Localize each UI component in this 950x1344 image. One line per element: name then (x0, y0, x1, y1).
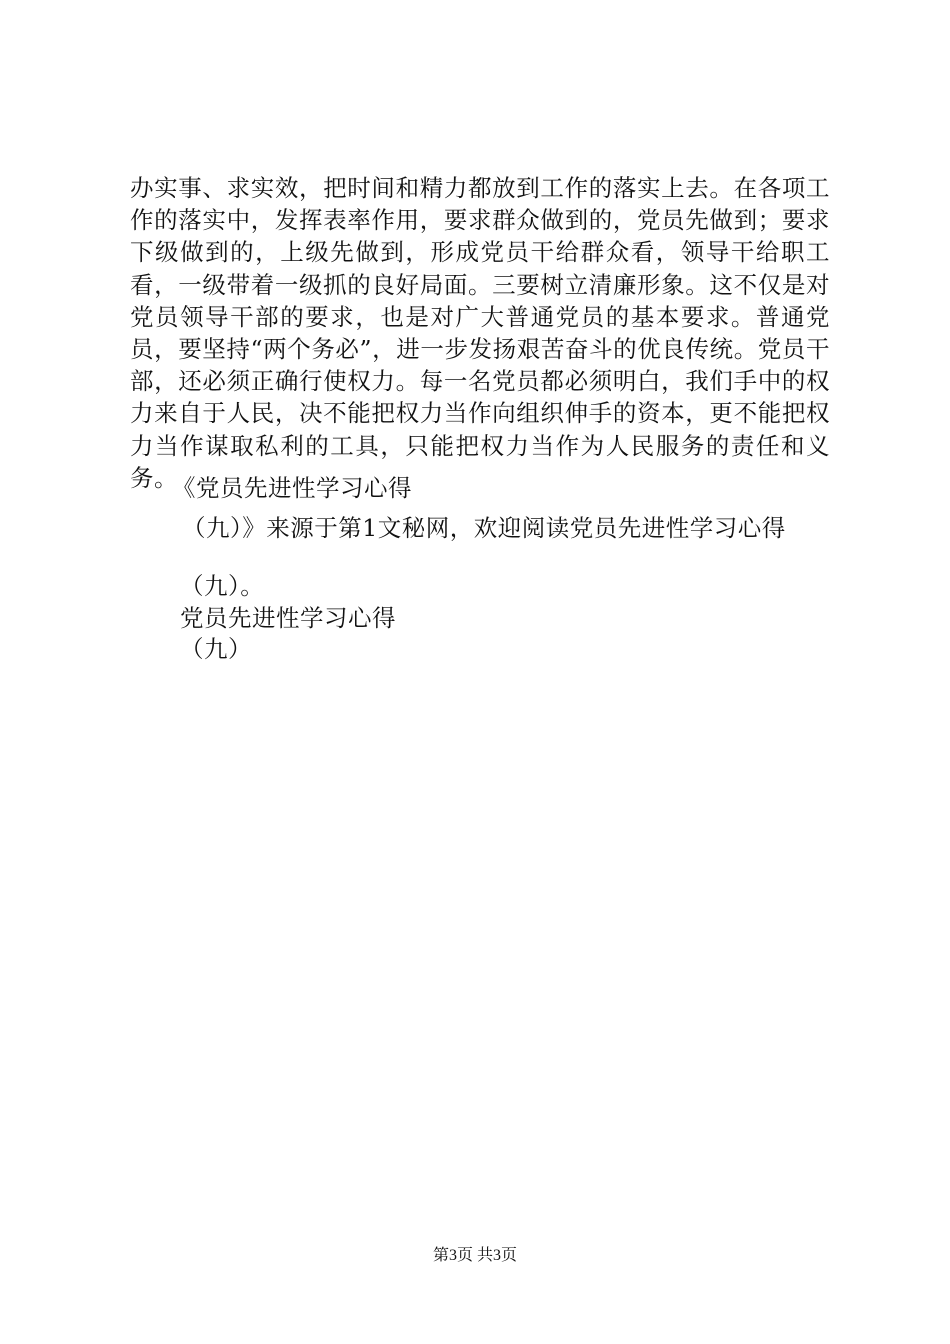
title-line-2: （九） (180, 635, 252, 663)
source-line-3: （九）。 (180, 572, 265, 600)
page-footer: 第3页 共3页 (432, 1247, 517, 1264)
source-line-2: （九）》来源于第1文秘网，欢迎阅读党员先进性学习心得 (182, 514, 786, 542)
body-paragraph: 办实事、求实效，把时间和精力都放到工作的落实上去。在各项工作的落实中，发挥表率作用，要求群众做到的，党员先做到；要求下级做到的，上级先做到，形成党员干给群众看，领导干给职工看，一级带着一级抓的良好局面。三要树立清廉形象。这不仅是对党员领导干部的要求，也是对广大普通党员的基本要求。普通党员，要坚持“两个务必”，进一步发扬艰苦奋斗的优良传统。党员干部，还必须正确行使权力。每一名党员都必须明白，我们手中的权力来自于人民，决不能把权力当作向组织伸手的资本，更不能把权力当作谋取私利的工具，只能把权力当作为人民服务的责任和义务。 (130, 174, 830, 492)
title-line-1: 党员先进性学习心得 (180, 604, 396, 632)
source-line-1: 《党员先进性学习心得 (172, 474, 412, 502)
